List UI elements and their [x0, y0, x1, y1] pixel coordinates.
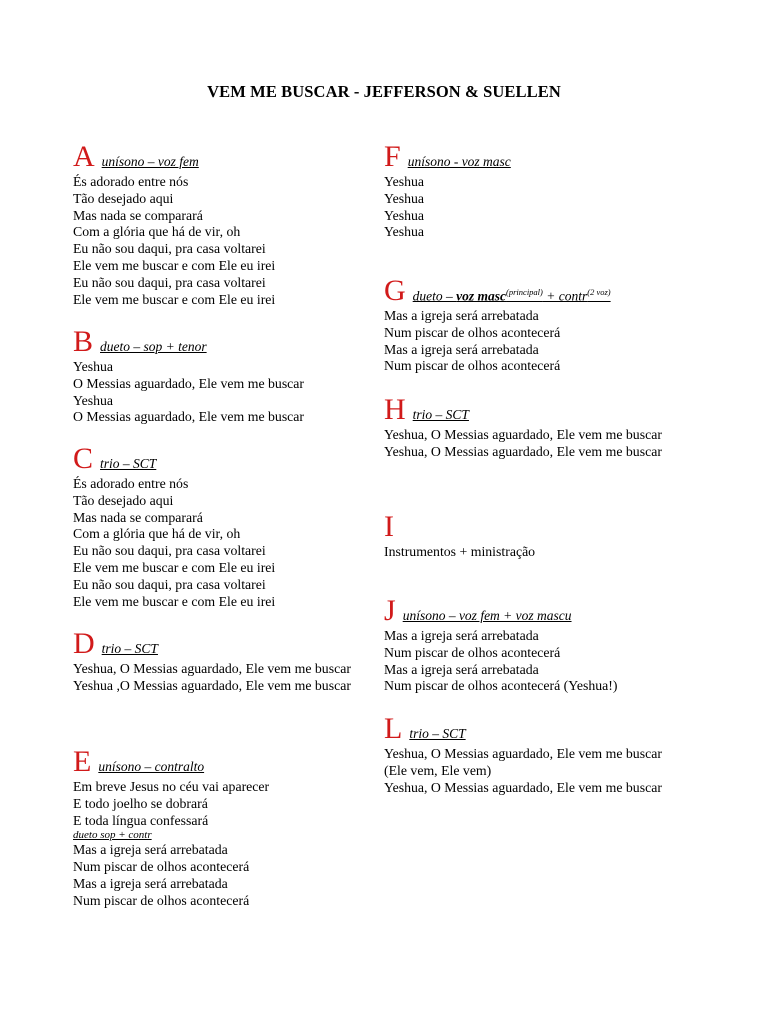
lyrics	[73, 359, 353, 426]
label-bold-part: voz masc	[456, 288, 507, 303]
lyric-line: És adorado entre nós	[73, 476, 189, 491]
voice-label: unísono - voz masc	[407, 154, 511, 169]
lyric-line: Num piscar de olhos acontecerá	[73, 892, 250, 908]
lyric-line: Mas a igreja será arrebatada	[73, 842, 228, 858]
voice-label: trio – SCT	[100, 456, 157, 471]
lyrics	[73, 661, 353, 695]
section-h	[384, 393, 674, 461]
lyrics	[384, 746, 674, 796]
lyric-line: Yeshua	[73, 359, 113, 374]
lyric-line: Com a glória que há de vir, oh	[73, 526, 241, 542]
lyric-line: Yeshua ,O Messias aguardado, Ele vem me buscar	[73, 677, 351, 693]
lyric-line: És adorado entre nós	[73, 174, 189, 189]
lyric-line: Eu não sou daqui, pra casa voltarei	[73, 274, 266, 290]
label-part: + contr	[542, 288, 588, 303]
lyric-line: Ele vem me buscar e com Ele eu irei	[73, 559, 276, 575]
label-superscript: (2 voz)	[587, 286, 611, 297]
section-heading	[73, 442, 353, 476]
voice-sublabel: dueto sop + contr	[73, 829, 152, 842]
lyric-line: Mas nada se comparará	[73, 509, 203, 525]
section-letter: J	[384, 594, 396, 627]
lyric-line: Mas nada se comparará	[73, 207, 203, 223]
lyric-line: Num piscar de olhos acontecerá	[384, 358, 561, 374]
lyric-line: Yeshua	[384, 190, 424, 206]
lyrics	[384, 174, 674, 241]
section-a	[73, 140, 353, 308]
lyric-line: Mas a igreja será arrebatada	[384, 661, 539, 677]
voice-label: dueto – sop + tenor	[100, 339, 207, 354]
lyric-line: O Messias aguardado, Ele vem me buscar	[73, 409, 305, 425]
section-letter: C	[73, 442, 94, 475]
lyrics	[384, 628, 674, 695]
section-b	[73, 325, 353, 426]
section-heading	[384, 140, 674, 174]
section-heading	[384, 712, 674, 746]
lyric-line: O Messias aguardado, Ele vem me buscar	[73, 375, 305, 391]
section-e	[73, 745, 353, 910]
lyric-line: E toda língua confessará	[73, 812, 209, 828]
page-title: VEM ME BUSCAR - JEFFERSON & SUELLEN	[207, 82, 561, 101]
lyric-line: Mas a igreja será arrebatada	[384, 628, 539, 643]
section-l	[384, 712, 674, 796]
section-letter: F	[384, 140, 401, 173]
section-letter: D	[73, 627, 95, 660]
section-heading	[73, 140, 353, 174]
voice-label: trio – SCT	[101, 641, 158, 656]
lyric-line: Num piscar de olhos acontecerá	[384, 324, 561, 340]
lyrics	[384, 427, 674, 461]
lyric-line: Ele vem me buscar e com Ele eu irei	[73, 291, 276, 307]
lyric-line: E todo joelho se dobrará	[73, 795, 208, 811]
lyric-line: Tão desejado aqui	[73, 492, 174, 508]
lyric-line: Em breve Jesus no céu vai aparecer	[73, 779, 270, 794]
lyric-line: Yeshua	[384, 174, 424, 189]
lyric-line: Com a glória que há de vir, oh	[73, 224, 241, 240]
lyric-line: Num piscar de olhos acontecerá (Yeshua!)	[384, 678, 618, 694]
section-heading	[384, 274, 674, 308]
section-f	[384, 140, 674, 241]
lyric-line: Num piscar de olhos acontecerá	[384, 644, 561, 660]
section-heading	[384, 510, 674, 544]
section-letter: H	[384, 393, 406, 426]
section-heading	[384, 594, 674, 628]
voice-label	[413, 287, 611, 305]
voice-label: unísono – voz fem + voz mascu	[402, 608, 572, 623]
section-d	[73, 627, 353, 695]
lyric-line: Ele vem me buscar e com Ele eu irei	[73, 257, 276, 273]
lyric-line: Mas a igreja será arrebatada	[73, 875, 228, 891]
lyric-line: Eu não sou daqui, pra casa voltarei	[73, 543, 266, 559]
voice-label: trio – SCT	[409, 726, 466, 741]
section-heading	[73, 745, 353, 779]
section-letter: A	[73, 140, 95, 173]
section-g	[384, 274, 674, 375]
lyric-line: Yeshua, O Messias aguardado, Ele vem me buscar	[384, 443, 662, 459]
lyric-line: Yeshua, O Messias aguardado, Ele vem me buscar	[384, 427, 662, 442]
lyric-line: Eu não sou daqui, pra casa voltarei	[73, 241, 266, 257]
section-c	[73, 442, 353, 610]
lyrics	[73, 174, 353, 308]
voice-label: trio – SCT	[412, 407, 469, 422]
section-letter: L	[384, 712, 403, 745]
section-letter: E	[73, 745, 92, 778]
lyrics	[384, 544, 674, 561]
section-i	[384, 510, 674, 561]
lyric-line: Mas a igreja será arrebatada	[384, 308, 539, 323]
lyric-line: Ele vem me buscar e com Ele eu irei	[73, 593, 276, 609]
lyric-line: Mas a igreja será arrebatada	[384, 341, 539, 357]
lyric-line: Tão desejado aqui	[73, 190, 174, 206]
lyric-line: Yeshua, O Messias aguardado, Ele vem me buscar	[73, 661, 351, 676]
section-j	[384, 594, 674, 695]
lyrics	[73, 779, 353, 829]
lyric-line: Instrumentos + ministração	[384, 544, 536, 559]
section-heading	[73, 627, 353, 661]
section-letter: B	[73, 325, 94, 358]
section-heading	[384, 393, 674, 427]
lyrics	[73, 476, 353, 610]
voice-label: unísono – voz fem	[101, 154, 199, 169]
lyrics	[384, 308, 674, 375]
lyric-line: Yeshua, O Messias aguardado, Ele vem me buscar (Ele vem, Ele vem)	[384, 746, 666, 778]
lyric-line: Yeshua, O Messias aguardado, Ele vem me buscar	[384, 779, 662, 795]
lyric-line: Eu não sou daqui, pra casa voltarei	[73, 576, 266, 592]
section-letter: G	[384, 274, 406, 307]
lyric-line: Yeshua	[384, 207, 424, 223]
section-heading	[73, 325, 353, 359]
label-superscript: (principal)	[506, 286, 543, 297]
lyrics-continued	[73, 842, 353, 909]
lyric-line: Num piscar de olhos acontecerá	[73, 859, 250, 875]
lyric-line: Yeshua	[73, 392, 113, 408]
lyric-line: Yeshua	[384, 224, 424, 240]
section-letter: I	[384, 510, 394, 543]
label-part: dueto –	[412, 288, 457, 303]
voice-label: unísono – contralto	[98, 759, 205, 774]
